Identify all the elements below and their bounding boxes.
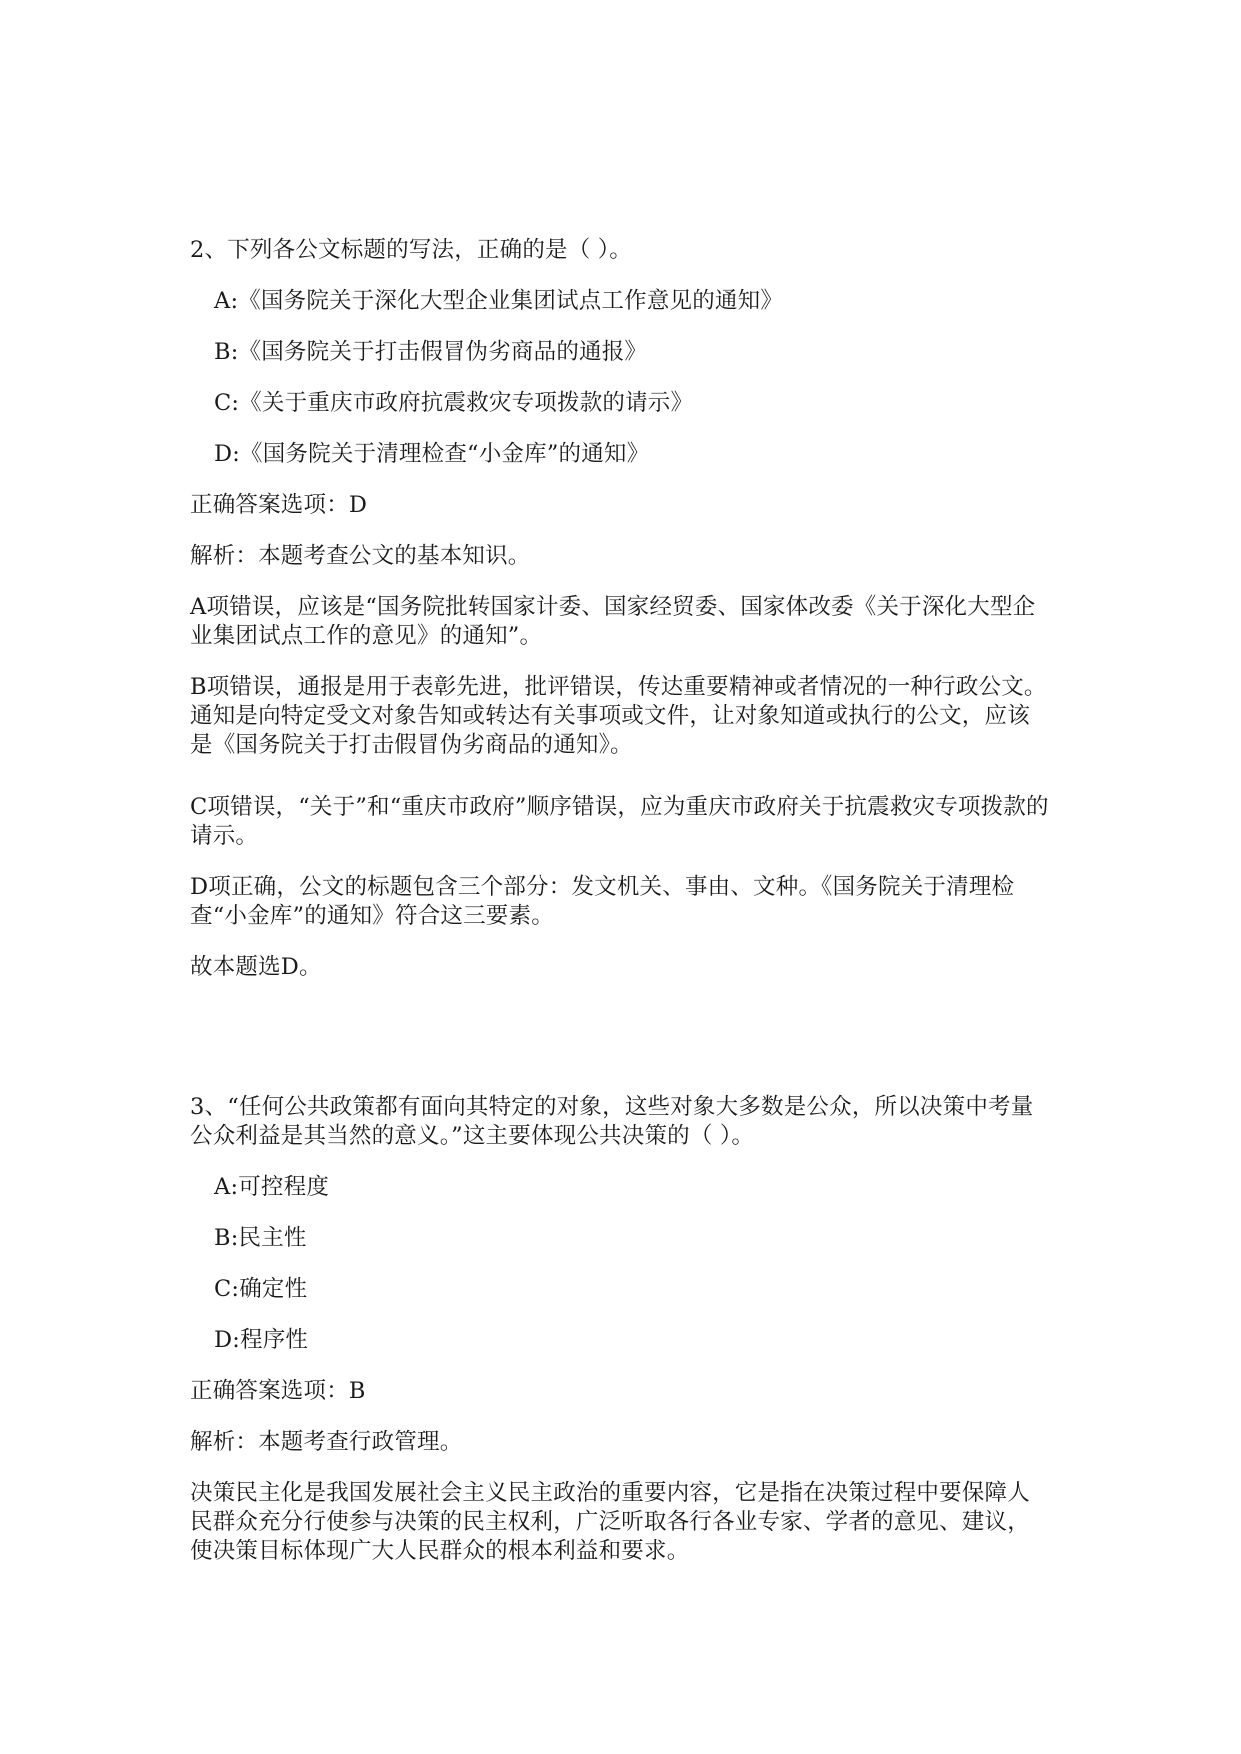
question-3-explanation: 决策民主化是我国发展社会主义民主政治的重要内容，它是指在决策过程中要保障人民群众充分行使参与决策的民主权利，广泛听取各行各业专家、学者的意见、建议，使决策目标体现广大人民群众的根本利益和要求。: [190, 1480, 1030, 1564]
question-3-option-c: C:确定性: [214, 1276, 308, 1302]
question-2-option-c: C:《关于重庆市政府抗震救灾专项拨款的请示》: [214, 390, 694, 416]
question-3-answer: 正确答案选项：B: [190, 1378, 366, 1404]
question-2-option-a: A:《国务院关于深化大型企业集团试点工作意见的通知》: [214, 288, 784, 314]
question-2-explanation-a: A项错误，应该是“国务院批转国家计委、国家经贸委、国家体改委《关于深化大型企业集团试点工作的意见》的通知”。: [190, 594, 1036, 649]
question-2-explanation-d: D项正确，公文的标题包含三个部分：发文机关、事由、文种。《国务院关于清理检查“小金库”的通知》符合这三要素。: [190, 874, 1015, 929]
question-2-explanation-b: B项错误，通报是用于表彰先进，批评错误，传达重要精神或者情况的一种行政公文。通知是向特定受文对象告知或转达有关事项或文件，让对象知道或执行的公文，应该是《国务院关于打击假冒伪劣商品的通知》。: [190, 674, 1047, 758]
question-3-option-b: B:民主性: [214, 1225, 307, 1251]
question-3-option-d: D:程序性: [214, 1327, 309, 1353]
question-2-stem: 2、下列各公文标题的写法，正确的是（ ）。: [190, 237, 632, 263]
question-2-answer: 正确答案选项：D: [190, 492, 368, 518]
question-2-option-b: B:《国务院关于打击假冒伪劣商品的通报》: [214, 339, 648, 365]
question-2-option-d: D:《国务院关于清理检查“小金库”的通知》: [214, 441, 650, 467]
question-2-explanation-c: C项错误，“关于”和“重庆市政府”顺序错误，应为重庆市政府关于抗震救灾专项拨款的请示。: [190, 794, 1049, 849]
question-2-analysis: 解析：本题考查公文的基本知识。: [190, 543, 531, 569]
question-2-conclusion: 故本题选D。: [190, 954, 322, 980]
question-3-option-a: A:可控程度: [214, 1174, 330, 1200]
question-3-stem: 3、“任何公共政策都有面向其特定的对象，这些对象大多数是公众，所以决策中考量公众利益是其当然的意义。”这主要体现公共决策的（ ）。: [190, 1094, 1034, 1149]
question-3-analysis: 解析：本题考查行政管理。: [190, 1429, 463, 1455]
